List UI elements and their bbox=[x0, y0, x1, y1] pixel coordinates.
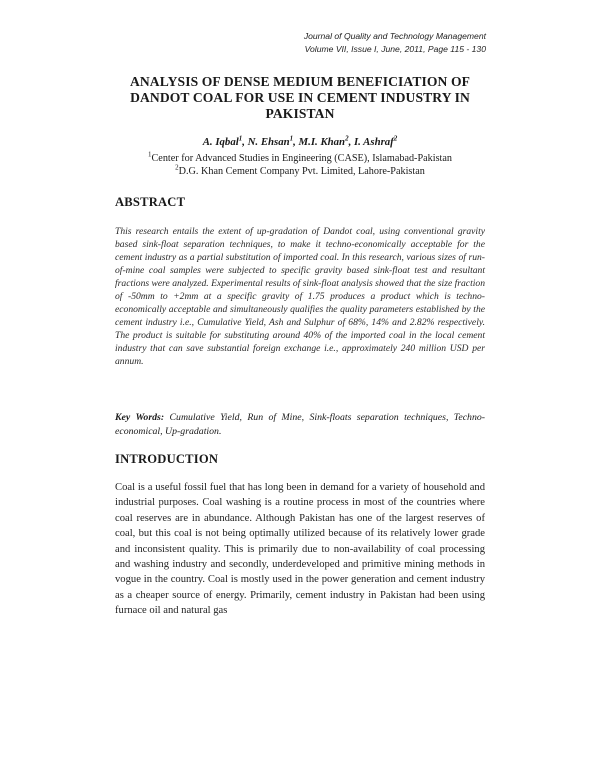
issue-line: Volume VII, Issue I, June, 2011, Page 115 - 130 bbox=[304, 43, 486, 54]
paper-title: ANALYSIS OF DENSE MEDIUM BENEFICIATION OF DANDOT COAL FOR USE IN CEMENT INDUSTRY IN PAKISTAN bbox=[129, 74, 471, 121]
abstract-heading: ABSTRACT bbox=[115, 195, 186, 209]
keywords bbox=[115, 411, 485, 439]
affiliation-2 bbox=[112, 165, 488, 178]
keywords-text: Cumulative Yield, Run of Mine, Sink-floats separation techniques, Techno-economical, Up-gradation. bbox=[115, 412, 486, 437]
journal-header bbox=[304, 30, 486, 55]
author-name: I. Ashraf bbox=[353, 136, 394, 148]
author-affiliation-mark: 1 bbox=[289, 134, 294, 143]
author-name: N. Ehsan bbox=[247, 136, 290, 148]
author-name: M.I. Khan bbox=[298, 136, 346, 148]
affiliation-text: Center for Advanced Studies in Engineering (CASE), Islamabad-Pakistan bbox=[151, 153, 452, 164]
author-name: A. Iqbal bbox=[202, 136, 239, 148]
journal-name: Journal of Quality and Technology Management bbox=[303, 31, 486, 41]
keywords-label: Key Words: bbox=[115, 412, 165, 423]
introduction-heading: INTRODUCTION bbox=[115, 452, 219, 466]
affiliation-mark: 2 bbox=[175, 163, 179, 172]
affiliation-text: D.G. Khan Cement Company Pvt. Limited, Lahore-Pakistan bbox=[178, 166, 425, 177]
author-affiliation-mark: 1 bbox=[238, 134, 243, 143]
author-list: A. Iqbal$^1$, N. Ehsan$^1$, M.I. Khan$^2$, I. Ashraf$^2$ bbox=[202, 134, 398, 148]
affiliation-mark: 1 bbox=[148, 150, 152, 159]
introduction-text: Coal is a useful fossil fuel that has long been in demand for a variety of household and industrial purposes. Coal washing is a routine process in most of the countries where coal reserves are in abundance. Although Pakistan has one of the largest reserves of coal, but this coal is not being optimally utilized because of its relatively lower grade and inconsistent quality. This is primarily due to non-availability of coal processing and washing industry and secondly, underdeveloped and primitive mining methods in vogue in the country. Coal is mostly used in the power generation and cement industry as a cheaper source of energy. Primarily, cement industry in Pakistan had been using furnace oil and natural gas bbox=[115, 482, 485, 617]
author-affiliation-mark: 2 bbox=[345, 134, 349, 143]
abstract-text: This research entails the extent of up-gradation of Dandot coal, using conventional gravity based sink-float separation techniques, to make it techno-economically acceptable for the cement industry as a partial substitution of imported coal. In this research, various sizes of run-of-mine coal samples were subjected to specific gravity based sink-float test and resultant fractions were analyzed. Experimental results of sink-float analysis showed that the size fraction of -50mm to +2mm at a specific gravity of 1.75 produces a product which is techno-economically acceptable and simultaneously qualifies the quality parameters established by the cement industry i.e., Cumulative Yield, Ash and Sulphur of 68%, 14% and 2.82% respectively. The product is suitable for substituting around 40% of the imported coal in the local cement industry that can save substantial foreign exchange i.e., approximately 240 million USD per annum. bbox=[115, 226, 485, 368]
affiliation-1 bbox=[112, 152, 488, 165]
author-affiliation-mark: 2 bbox=[393, 134, 398, 143]
